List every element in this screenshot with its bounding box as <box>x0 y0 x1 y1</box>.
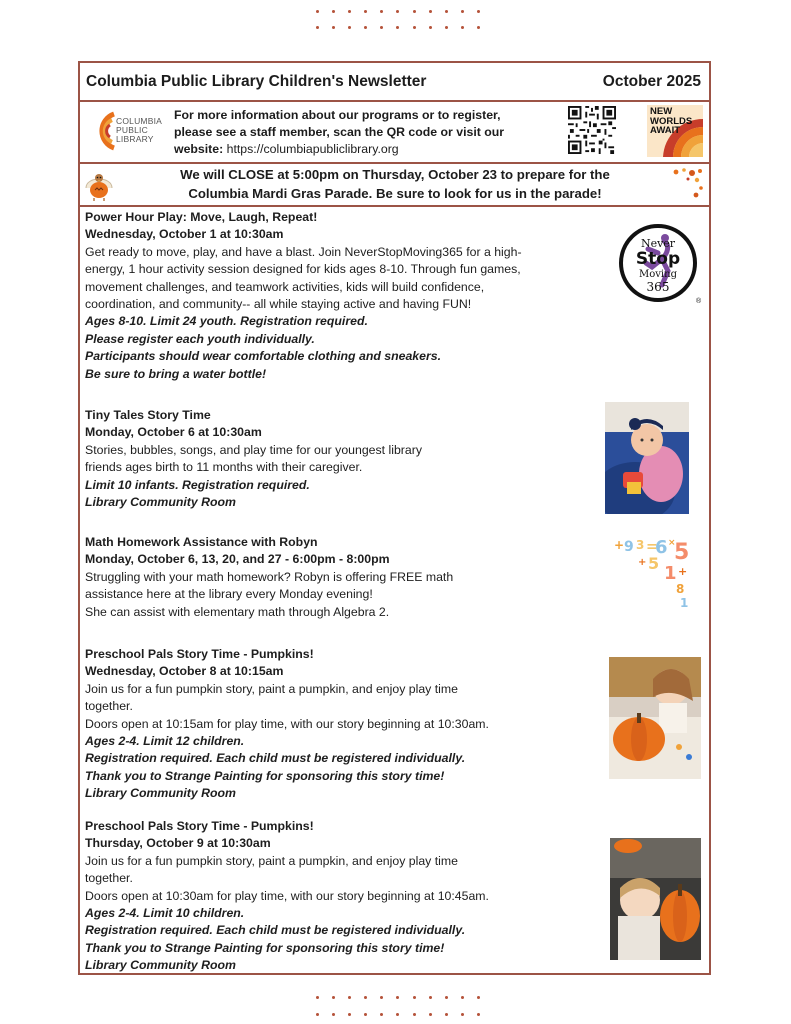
svg-text:Never: Never <box>640 237 676 250</box>
event-note: Ages 2-4. Limit 12 children. <box>85 734 245 749</box>
event-description: She can assist with elementary math through Algebra 2. <box>85 604 390 619</box>
svg-text:5: 5 <box>674 540 690 565</box>
math-numbers-graphic <box>612 535 696 615</box>
event-description: Stories, bubbles, songs, and play time for our youngest library <box>85 442 422 457</box>
badge-line: AWAIT <box>650 125 681 136</box>
info-banner <box>80 102 709 164</box>
event-description: coordination, and community-- all while staying active and having FUN! <box>85 297 472 312</box>
svg-text:5: 5 <box>648 554 660 573</box>
event-note: Participants should wear comfortable clothing and sneakers. <box>85 349 442 364</box>
event-item <box>85 646 605 803</box>
newsletter-title: Columbia Public Library Children's Newsletter <box>86 72 427 90</box>
event-description: Struggling with your math homework? Robyn is offering FREE math <box>85 569 454 584</box>
decorative-dots-top <box>316 10 480 13</box>
newsletter-month: October 2025 <box>602 72 701 90</box>
event-item <box>85 818 605 975</box>
newsletter-frame <box>78 61 711 975</box>
event-when: Monday, October 6, 13, 20, and 27 - 6:00pm - 8:00pm <box>85 552 390 567</box>
event-name: Preschool Pals Story Time - Pumpkins! <box>85 819 314 833</box>
event-description: Join us for a fun pumpkin story, paint a pumpkin, and enjoy play time <box>85 853 458 868</box>
svg-text:3: 3 <box>636 538 645 552</box>
library-logo <box>88 110 166 152</box>
svg-text:Stop: Stop <box>635 249 681 269</box>
event-note: Thank you to Strange Painting for sponsoring this story time! <box>85 940 445 955</box>
turkey-icon <box>82 168 116 202</box>
event-when: Wednesday, October 8 at 10:15am <box>85 664 284 679</box>
svg-text:×: × <box>668 538 676 548</box>
svg-text:8: 8 <box>676 582 685 596</box>
library-logo-icon <box>88 110 118 152</box>
decorative-dots-bottom <box>316 1013 480 1016</box>
website-link[interactable]: https://columbiapubliclibrary.org <box>226 142 399 156</box>
event-name: Preschool Pals Story Time - Pumpkins! <box>85 647 314 661</box>
new-worlds-await-badge <box>647 105 703 157</box>
closing-notice-line: Columbia Mardi Gras Parade. Be sure to look for us in the parade! <box>188 186 602 201</box>
library-logo-text: COLUMBIA PUBLIC LIBRARY <box>116 116 162 144</box>
pumpkin-child-photo <box>610 838 701 960</box>
event-description: assistance here at the library every Monday evening! <box>85 587 373 602</box>
pumpkin-painting-photo <box>609 657 701 779</box>
autumn-leaves-icon <box>670 166 706 202</box>
event-name: Tiny Tales Story Time <box>85 408 211 422</box>
event-note: Registration required. Each child must be registered individually. <box>85 751 466 766</box>
event-description: together. <box>85 699 133 714</box>
closing-notice-line: We will CLOSE at 5:00pm on Thursday, October 23 to prepare for the <box>180 167 610 182</box>
event-description: Doors open at 10:30am for play time, with our story beginning at 10:45am. <box>85 888 489 903</box>
badge-line: WORLDS <box>650 115 693 127</box>
event-note: Library Community Room <box>85 786 236 801</box>
decorative-dots-bottom <box>316 996 480 999</box>
info-text <box>174 107 554 158</box>
event-note: Library Community Room <box>85 958 236 973</box>
event-when: Thursday, October 9 at 10:30am <box>85 836 271 851</box>
newsletter-header <box>80 63 709 102</box>
svg-text:Moving: Moving <box>639 269 677 280</box>
decorative-dots-top <box>316 26 480 29</box>
event-when: Monday, October 6 at 10:30am <box>85 425 262 440</box>
svg-text:1: 1 <box>664 563 677 584</box>
event-note: Please register each youth individually. <box>85 331 315 346</box>
svg-text:365: 365 <box>646 280 670 294</box>
svg-text:+: + <box>614 538 625 552</box>
svg-text:+: + <box>678 565 688 578</box>
event-note: Ages 8-10. Limit 24 youth. Registration required. <box>85 314 368 329</box>
badge-line: NEW <box>650 106 673 117</box>
event-note: Ages 2-4. Limit 10 children. <box>85 906 245 921</box>
event-note: Thank you to Strange Painting for sponsoring this story time! <box>85 768 445 783</box>
svg-text:=: = <box>646 539 658 555</box>
closing-notice <box>80 164 709 207</box>
event-name: Math Homework Assistance with Robyn <box>85 535 318 549</box>
event-description: friends ages birth to 11 months with their caregiver. <box>85 460 363 475</box>
svg-text:1: 1 <box>680 596 689 610</box>
svg-text:®: ® <box>696 298 702 305</box>
info-line: For more information about our programs or to register, <box>174 108 501 122</box>
website-label: website: <box>174 142 224 156</box>
event-description: movement challenges, and teamwork activities, kids will build confidence, <box>85 279 485 294</box>
event-description: energy, 1 hour activity session designed for kids ages 8-10. Through fun games, <box>85 262 521 277</box>
qr-code[interactable] <box>568 106 616 154</box>
event-name: Power Hour Play: Move, Laugh, Repeat! <box>85 210 318 224</box>
event-description: Join us for a fun pumpkin story, paint a pumpkin, and enjoy play time <box>85 681 458 696</box>
event-description: Get ready to move, play, and have a blast. Join NeverStopMoving365 for a high- <box>85 244 522 259</box>
event-description: together. <box>85 871 133 886</box>
info-line: please see a staff member, scan the QR code or visit our <box>174 125 505 139</box>
svg-text:6: 6 <box>655 537 668 558</box>
svg-text:+: + <box>638 557 647 568</box>
never-stop-moving-logo <box>618 223 702 307</box>
event-note: Limit 10 infants. Registration required. <box>85 477 310 492</box>
event-note: Be sure to bring a water bottle! <box>85 366 267 381</box>
event-note: Registration required. Each child must be registered individually. <box>85 923 466 938</box>
baby-photo <box>605 402 689 514</box>
event-item <box>85 407 605 511</box>
event-description: Doors open at 10:15am for play time, with our story beginning at 10:30am. <box>85 716 489 731</box>
event-item <box>85 209 605 383</box>
svg-text:9: 9 <box>624 539 634 555</box>
event-item <box>85 534 605 621</box>
event-note: Library Community Room <box>85 495 236 510</box>
event-when: Wednesday, October 1 at 10:30am <box>85 227 284 242</box>
